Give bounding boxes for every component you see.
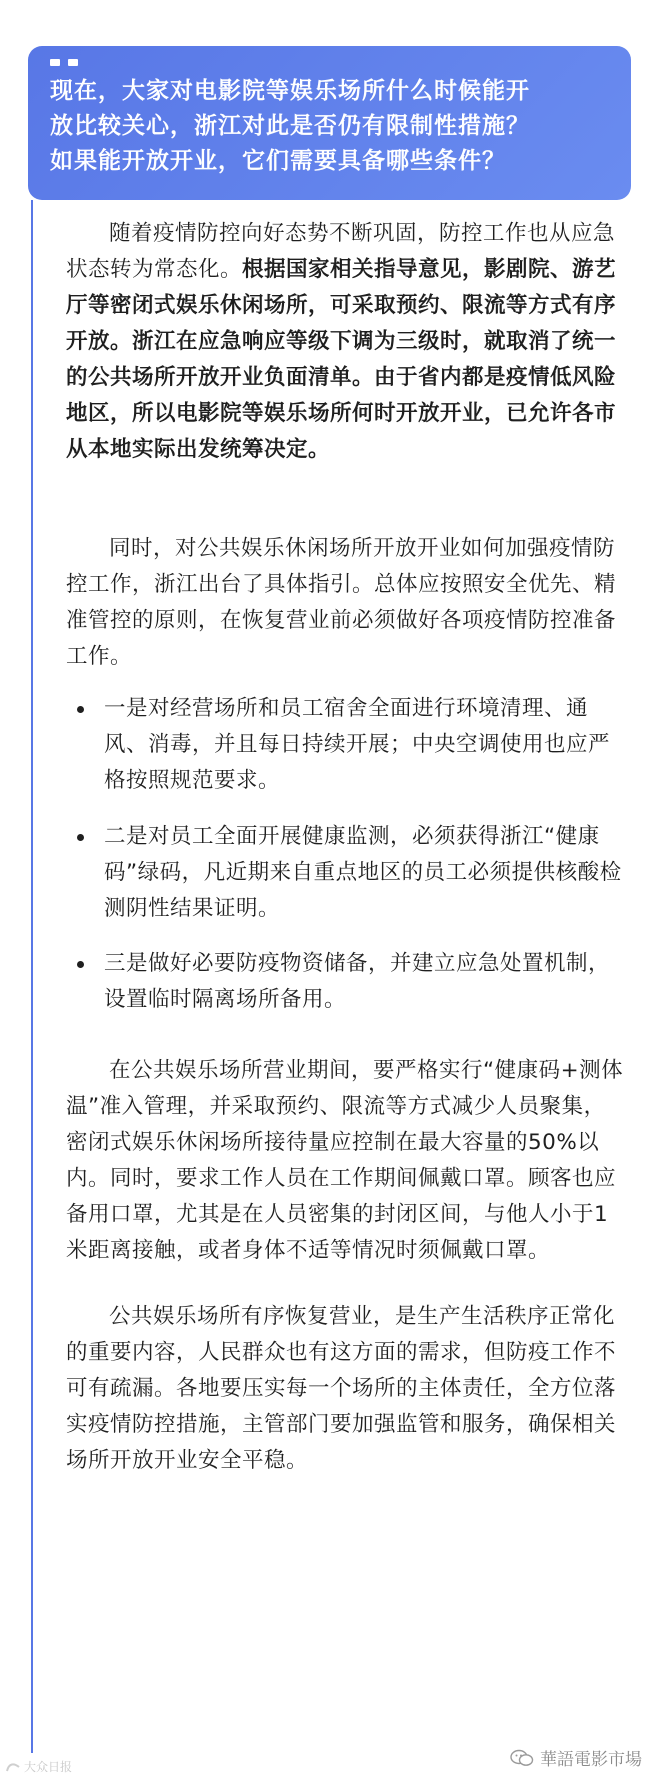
wechat-icon bbox=[510, 1749, 534, 1767]
question-text bbox=[50, 74, 609, 179]
bullet-item bbox=[66, 819, 626, 927]
answer-divider-line bbox=[31, 200, 33, 1753]
question-line: 放比较关心，浙江对此是否仍有限制性措施？ bbox=[50, 113, 530, 139]
watermark-right bbox=[510, 1745, 642, 1770]
bullet-item bbox=[66, 946, 626, 1018]
quote-mark-icon bbox=[50, 54, 609, 70]
answer-paragraph-2: 同时，对公共娱乐休闲场所开放开业如何加强疫情防控工作，浙江出台了具体指引。总体应按照安全优先、精准管控的原则，在恢复营业前必须做好各项疫情防控准备工作。 bbox=[66, 536, 617, 669]
question-line: 现在，大家对电影院等娱乐场所什么时候能开 bbox=[50, 78, 530, 104]
bullet-text: 二是对员工全面开展健康监测，必须获得浙江“健康码”绿码，凡近期来自重点地区的员工必须提供核酸检测阴性结果证明。 bbox=[104, 824, 622, 921]
bullet-text: 三是做好必要防疫物资储备，并建立应急处置机制，设置临时隔离场所备用。 bbox=[104, 951, 611, 1012]
answer-paragraph-3: 在公共娱乐场所营业期间，要严格实行“健康码+测体温”准入管理，并采取预约、限流等方式减少人员聚集，密闭式娱乐休闲场所接待量应控制在最大容量的50%以内。同时，要求工作人员在工作期间佩戴口罩。顾客也应备用口罩，尤其是在人员密集的封闭区间，与他人小于1米距离接触，或者身体不适等情况时须佩戴口罩。 bbox=[66, 1058, 624, 1263]
paragraph-text: 随着疫情防控向好态势不断巩固，防控工作也从应急状态转为常态化。 bbox=[66, 221, 616, 282]
watermark-left bbox=[6, 1758, 72, 1775]
answer-paragraph-1 bbox=[66, 216, 626, 468]
watermark-left-text: 大众日报 bbox=[24, 1760, 73, 1774]
newspaper-logo-icon bbox=[6, 1761, 20, 1773]
bullet-icon bbox=[77, 834, 84, 841]
watermark-right-text: 華語電影市場 bbox=[540, 1750, 642, 1770]
question-line: 如果能开放开业，它们需要具备哪些条件？ bbox=[50, 148, 506, 174]
bullet-icon bbox=[77, 706, 84, 713]
bullet-item bbox=[66, 691, 626, 799]
bullet-icon bbox=[77, 961, 84, 968]
bullet-text: 一是对经营场所和员工宿舍全面进行环境清理、通风、消毒，并且每日持续开展；中央空调使用也应严格按照规范要求。 bbox=[104, 696, 611, 793]
paragraph-bold-text: 根据国家相关指导意见，影剧院、游艺厅等密闭式娱乐休闲场所，可采取预约、限流等方式有序开放。浙江在应急响应等级下调为三级时，就取消了统一的公共场所开放开业负面清单。由于省内都是疫情低风险地区，所以电影院等娱乐场所何时开放开业，已允许各市从本地实际出发统筹决定。 bbox=[66, 257, 617, 462]
answer-paragraph-4: 公共娱乐场所有序恢复营业，是生产生活秩序正常化的重要内容，人民群众也有这方面的需求，但防疫工作不可有疏漏。各地要压实每一个场所的主体责任，全方位落实疫情防控措施，主管部门要加强监管和服务，确保相关场所开放开业安全平稳。 bbox=[66, 1304, 617, 1473]
question-box bbox=[28, 46, 631, 200]
